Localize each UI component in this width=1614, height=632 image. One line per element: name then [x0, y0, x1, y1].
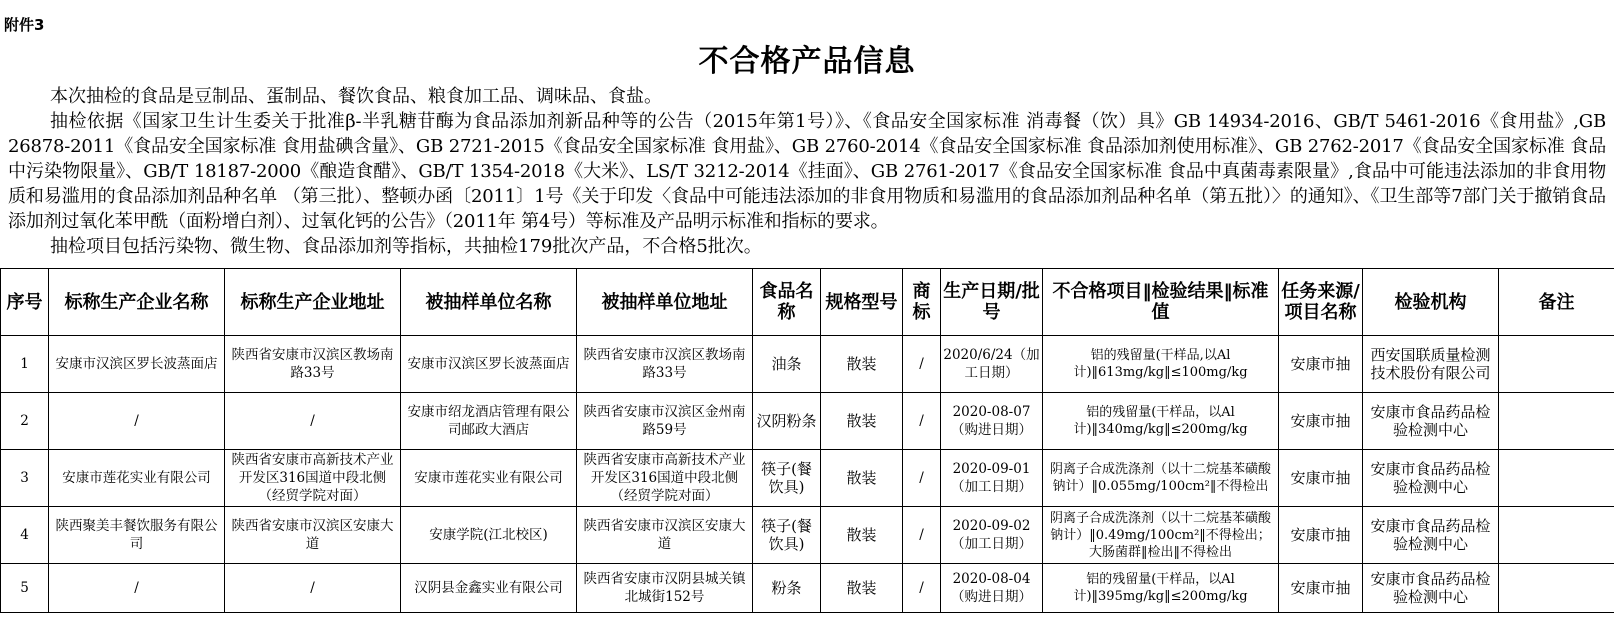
cell-producer: 陕西聚美丰餐饮服务有限公司: [49, 507, 225, 564]
cell-note: [1499, 564, 1614, 613]
cell-note: [1499, 393, 1614, 450]
cell-food: 油条: [753, 336, 821, 393]
cell-sampled-address: 陕西省安康市汉滨区安康大道: [577, 507, 753, 564]
table-wrapper: [0, 268, 1614, 632]
cell-sampled-address: 陕西省安康市汉滨区金州南路59号: [577, 393, 753, 450]
cell-date: 2020-08-04（购进日期）: [941, 564, 1043, 613]
cell-brand: /: [903, 450, 941, 507]
col-header: 任务来源/项目名称: [1279, 269, 1363, 336]
cell-source: 安康市抽: [1279, 393, 1363, 450]
cell-source: 安康市抽: [1279, 450, 1363, 507]
col-header: 被抽样单位名称: [401, 269, 577, 336]
cell-lab: 安康市食品药品检验检测中心: [1363, 507, 1499, 564]
cell-sampled-unit: 汉阴县金鑫实业有限公司: [401, 564, 577, 613]
cell-result: 铝的残留量(干样品，以Al计)‖395mg/kg‖≤200mg/kg: [1043, 564, 1279, 613]
table-row: [1, 507, 1614, 564]
cell-spec: 散装: [821, 336, 903, 393]
cell-date: 2020/6/24（加工日期）: [941, 336, 1043, 393]
cell-lab: 安康市食品药品检验检测中心: [1363, 450, 1499, 507]
cell-producer: /: [49, 393, 225, 450]
cell-source: 安康市抽: [1279, 336, 1363, 393]
intro-summary: 抽检项目包括污染物、微生物、食品添加剂等指标，共抽检179批次产品，不合格5批次。: [50, 236, 762, 257]
cell-food: 粉条: [753, 564, 821, 613]
col-header: 被抽样单位地址: [577, 269, 753, 336]
cell-producer: 安康市莲花实业有限公司: [49, 450, 225, 507]
cell-no: 4: [1, 507, 49, 564]
cell-sampled-unit: 安康学院(江北校区): [401, 507, 577, 564]
cell-lab: 安康市食品药品检验检测中心: [1363, 564, 1499, 613]
unqualified-products-table: [0, 268, 1614, 613]
col-header: 备注: [1499, 269, 1614, 336]
cell-note: [1499, 336, 1614, 393]
col-header: 序号: [1, 269, 49, 336]
cell-producer: /: [49, 564, 225, 613]
intro-basis: 抽检依据《国家卫生计生委关于批准β-半乳糖苷酶为食品添加剂新品种等的公告（2015年第1号）》、《食品安全国家标准 消毒餐（饮）具》GB 14934-2016、GB/T 5461-2016《食用盐》,GB 26878-2011《食品安全国家标准 食用盐碘含量》、GB 2721-2015《食品安全国家标准 食用盐》、GB 2760-2014《食品安全国家标准 食品添加剂使用标准》、GB 2762-2017《食品安全国家标准 食品中污染物限量》、GB/T 18187-2000《酿造食醋》、GB/T 1354-2018《大米》、LS/T 3212-2014《挂面》、GB 2761-2017《食品安全国家标准 食品中真菌毒素限量》,食品中可能违法添加的非食用物质和易滥用的食品添加剂品种名单 （第三批）、整顿办函〔2011〕1号《关于印发〈食品中可能违法添加的非食用物质和易滥用的食品添加剂品种名单（第五批）〉的通知》、《卫生部等7部门关于撤销食品添加剂过氧化苯甲酰（面粉增白剂）、过氧化钙的公告》（2011年 第4号）等标准及产品明示标准和指标的要求。: [8, 111, 1606, 232]
cell-producer-address: /: [225, 393, 401, 450]
cell-result: 阴离子合成洗涤剂（以十二烷基苯磺酸钠计）‖0.49mg/100cm²‖不得检出；大肠菌群‖检出‖不得检出: [1043, 507, 1279, 564]
cell-result: 铝的残留量(干样品,以Al计)‖613mg/kg‖≤100mg/kg: [1043, 336, 1279, 393]
cell-spec: 散装: [821, 564, 903, 613]
cell-lab: 安康市食品药品检验检测中心: [1363, 393, 1499, 450]
cell-food: 汉阴粉条: [753, 393, 821, 450]
cell-food: 筷子(餐饮具): [753, 450, 821, 507]
col-header: 标称生产企业地址: [225, 269, 401, 336]
cell-result: 阴离子合成洗涤剂（以十二烷基苯磺酸钠计）‖0.055mg/100cm²‖不得检出: [1043, 450, 1279, 507]
col-header: 检验机构: [1363, 269, 1499, 336]
cell-producer-address: /: [225, 564, 401, 613]
cell-date: 2020-09-01（加工日期）: [941, 450, 1043, 507]
col-header: 不合格项目‖检验结果‖标准值: [1043, 269, 1279, 336]
cell-producer-address: 陕西省安康市汉滨区教场南路33号: [225, 336, 401, 393]
attachment-label: 附件3: [4, 16, 45, 34]
col-header: 标称生产企业名称: [49, 269, 225, 336]
cell-producer: 安康市汉滨区罗长波蒸面店: [49, 336, 225, 393]
cell-sampled-unit: 安康市莲花实业有限公司: [401, 450, 577, 507]
intro-scope: 本次抽检的食品是豆制品、蛋制品、餐饮食品、粮食加工品、调味品、食盐。: [50, 86, 662, 107]
cell-spec: 散装: [821, 393, 903, 450]
page-title: 不合格产品信息: [698, 44, 916, 79]
cell-source: 安康市抽: [1279, 564, 1363, 613]
cell-lab: 西安国联质量检测技术股份有限公司: [1363, 336, 1499, 393]
table-row: [1, 450, 1614, 507]
cell-note: [1499, 507, 1614, 564]
cell-no: 5: [1, 564, 49, 613]
cell-sampled-unit: 安康市绍龙酒店管理有限公司邮政大酒店: [401, 393, 577, 450]
cell-source: 安康市抽: [1279, 507, 1363, 564]
table-row: [1, 336, 1614, 393]
cell-producer-address: 陕西省安康市高新技术产业开发区316国道中段北侧（经贸学院对面）: [225, 450, 401, 507]
cell-note: [1499, 450, 1614, 507]
cell-no: 2: [1, 393, 49, 450]
col-header: 食品名称: [753, 269, 821, 336]
cell-no: 1: [1, 336, 49, 393]
cell-sampled-address: 陕西省安康市高新技术产业开发区316国道中段北侧（经贸学院对面）: [577, 450, 753, 507]
cell-producer-address: 陕西省安康市汉滨区安康大道: [225, 507, 401, 564]
cell-sampled-address: 陕西省安康市汉滨区教场南路33号: [577, 336, 753, 393]
cell-no: 3: [1, 450, 49, 507]
cell-brand: /: [903, 564, 941, 613]
table-row: [1, 564, 1614, 613]
table-header-row: [1, 269, 1614, 336]
cell-sampled-address: 陕西省安康市汉阴县城关镇北城街152号: [577, 564, 753, 613]
col-header: 商标: [903, 269, 941, 336]
cell-sampled-unit: 安康市汉滨区罗长波蒸面店: [401, 336, 577, 393]
cell-food: 筷子(餐饮具): [753, 507, 821, 564]
cell-date: 2020-09-02（加工日期）: [941, 507, 1043, 564]
table-row: [1, 393, 1614, 450]
cell-spec: 散装: [821, 450, 903, 507]
col-header: 生产日期/批号: [941, 269, 1043, 336]
cell-brand: /: [903, 393, 941, 450]
intro-section: [8, 84, 1606, 259]
cell-result: 铝的残留量(干样品，以Al计)‖340mg/kg‖≤200mg/kg: [1043, 393, 1279, 450]
cell-date: 2020-08-07（购进日期）: [941, 393, 1043, 450]
col-header: 规格型号: [821, 269, 903, 336]
cell-spec: 散装: [821, 507, 903, 564]
cell-brand: /: [903, 336, 941, 393]
cell-brand: /: [903, 507, 941, 564]
